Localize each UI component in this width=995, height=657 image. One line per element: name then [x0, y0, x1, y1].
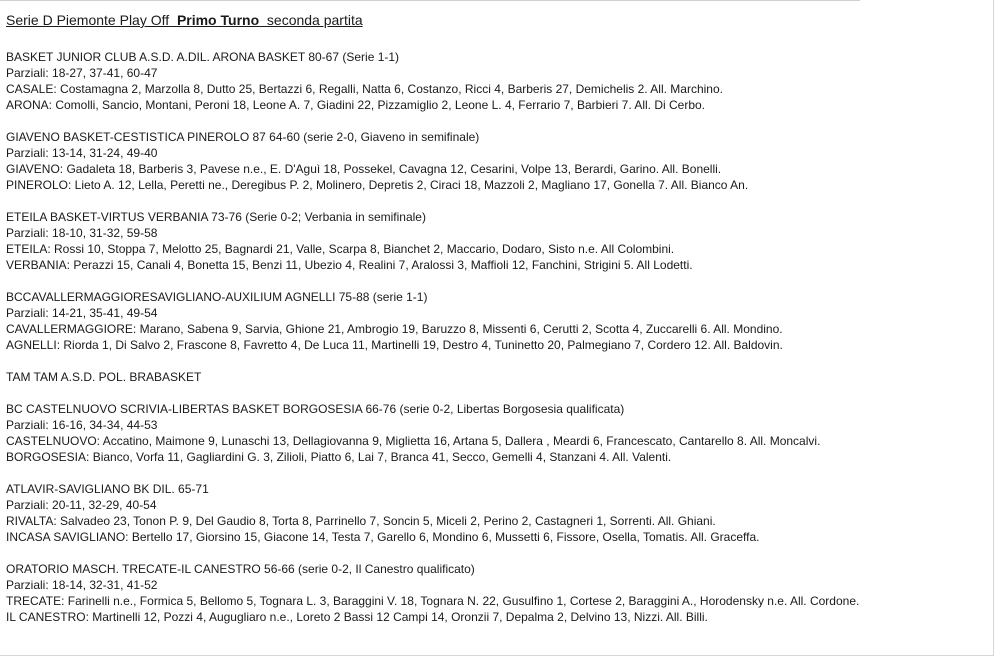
- game-block: [6, 129, 859, 193]
- team-roster: GIAVENO: Gadaleta 18, Barberis 3, Pavese n.e., E. D'Aguì 18, Possekel, Cavagna 12, Cesarini, Volpe 13, Berardi, Garino. All. Bonelli.: [6, 162, 722, 176]
- game-header: BASKET JUNIOR CLUB A.S.D. A.DIL. ARONA BASKET 80-67 (Serie 1-1): [6, 50, 400, 64]
- game-partials: Parziali: 16-16, 34-34, 44-53: [6, 418, 158, 432]
- team-roster: INCASA SAVIGLIANO: Bertello 17, Giorsino 15, Giacone 14, Testa 7, Garello 6, Mondino 6, Mussetti 6, Fissore, Osella, Tomatis. All. Graceffa.: [6, 530, 760, 544]
- game-header: ATLAVIR-SAVIGLIANO BK DIL. 65-71: [6, 482, 209, 496]
- game-partials: Parziali: 18-14, 32-31, 41-52: [6, 578, 158, 592]
- game-block: [6, 561, 859, 625]
- game-partials: Parziali: 13-14, 31-24, 49-40: [6, 146, 158, 160]
- game-block: [6, 481, 859, 545]
- title-suffix: seconda partita: [266, 12, 363, 28]
- team-roster: TRECATE: Farinelli n.e., Formica 5, Bellomo 5, Tognara L. 3, Baraggini V. 18, Tognara N. 22, Gusulfino 1, Cortese 2, Baraggini A., Horodensky n.e. All. Cordone.: [6, 594, 860, 608]
- game-header: ETEILA BASKET-VIRTUS VERBANIA 73-76 (Serie 0-2; Verbania in semifinale): [6, 210, 426, 224]
- results-list: [6, 49, 859, 641]
- game-header: TAM TAM A.S.D. POL. BRABASKET: [6, 370, 202, 384]
- team-roster: ETEILA: Rossi 10, Stoppa 7, Melotto 25, Bagnardi 21, Valle, Scarpa 8, Bianchet 2, Maccario, Dodaro, Sisto n.e. All Colombini.: [6, 242, 675, 256]
- game-partials: Parziali: 14-21, 35-41, 49-54: [6, 306, 158, 320]
- game-block: [6, 209, 859, 273]
- game-block: [6, 369, 859, 385]
- title-bold: Primo Turno: [176, 12, 260, 28]
- game-header: GIAVENO BASKET-CESTISTICA PINEROLO 87 64-60 (serie 2-0, Giaveno in semifinale): [6, 130, 480, 144]
- game-block: [6, 401, 859, 465]
- game-block: [6, 49, 859, 113]
- title-prefix: Serie D Piemonte Play Off: [6, 12, 170, 28]
- game-block: [6, 289, 859, 353]
- team-roster: IL CANESTRO: Martinelli 12, Pozzi 4, Augugliaro n.e., Loreto 2 Bassi 12 Campi 14, Oronzii 7, Depalma 2, Delvino 13, Nizzi. All. Billi.: [6, 610, 708, 624]
- team-roster: VERBANIA: Perazzi 15, Canali 4, Bonetta 15, Benzi 11, Ubezio 4, Realini 7, Aralossi 3, Maffioli 12, Fanchini, Strigini 5. All Lodetti.: [6, 258, 693, 272]
- team-roster: CAVALLERMAGGIORE: Marano, Sabena 9, Sarvia, Ghione 21, Ambrogio 19, Baruzzo 8, Missenti 6, Cerutti 2, Scotta 4, Zuccarelli 6. All. Mondino.: [6, 322, 783, 336]
- game-partials: Parziali: 18-27, 37-41, 60-47: [6, 66, 158, 80]
- team-roster: BORGOSESIA: Bianco, Vorfa 11, Gagliardini G. 3, Zilioli, Piatto 6, Lai 7, Branca 41, Secco, Gemelli 4, Stanzani 4. All. Valenti.: [6, 450, 672, 464]
- page-title: [6, 11, 363, 29]
- team-roster: AGNELLI: Riorda 1, Di Salvo 2, Frascone 8, Favretto 4, De Luca 11, Martinelli 19, Destro 4, Tuninetto 20, Palmegiano 7, Cordero 12. All. Baldovin.: [6, 338, 783, 352]
- team-roster: PINEROLO: Lieto A. 12, Lella, Peretti ne., Deregibus P. 2, Molinero, Depretis 2, Ciraci 18, Mazzoli 2, Magliano 17, Gonella 7. All. Bianco An.: [6, 178, 749, 192]
- team-roster: CASALE: Costamagna 2, Marzolla 8, Dutto 25, Bertazzi 6, Regalli, Natta 6, Costanzo, Ricci 4, Barberis 27, Demichelis 2. All. Marchino.: [6, 82, 723, 96]
- game-partials: Parziali: 20-11, 32-29, 40-54: [6, 498, 157, 512]
- team-roster: RIVALTA: Salvadeo 23, Tonon P. 9, Del Gaudio 8, Torta 8, Parrinello 7, Soncin 5, Miceli 2, Perino 2, Castagneri 1, Sorrenti. All. Ghiani.: [6, 514, 716, 528]
- game-header: BC CASTELNUOVO SCRIVIA-LIBERTAS BASKET BORGOSESIA 66-76 (serie 0-2, Libertas Borgosesia qualificata): [6, 402, 625, 416]
- game-header: BCCAVALLERMAGGIORESAVIGLIANO-AUXILIUM AGNELLI 75-88 (serie 1-1): [6, 290, 428, 304]
- team-roster: ARONA: Comolli, Sancio, Montani, Peroni 18, Leone A. 7, Giadini 22, Pizzamiglio 2, Leone L. 4, Ferrario 7, Barbieri 7. All. Di Cerbo.: [6, 98, 706, 112]
- game-partials: Parziali: 18-10, 31-32, 59-58: [6, 226, 158, 240]
- top-divider: [0, 0, 860, 1]
- team-roster: CASTELNUOVO: Accatino, Maimone 9, Lunaschi 13, Dellagiovanna 9, Miglietta 16, Artana 5, Dallera , Meardi 6, Francescato, Cantarello 8. All. Moncalvi.: [6, 434, 821, 448]
- game-header: ORATORIO MASCH. TRECATE-IL CANESTRO 56-66 (serie 0-2, Il Canestro qualificato): [6, 562, 475, 576]
